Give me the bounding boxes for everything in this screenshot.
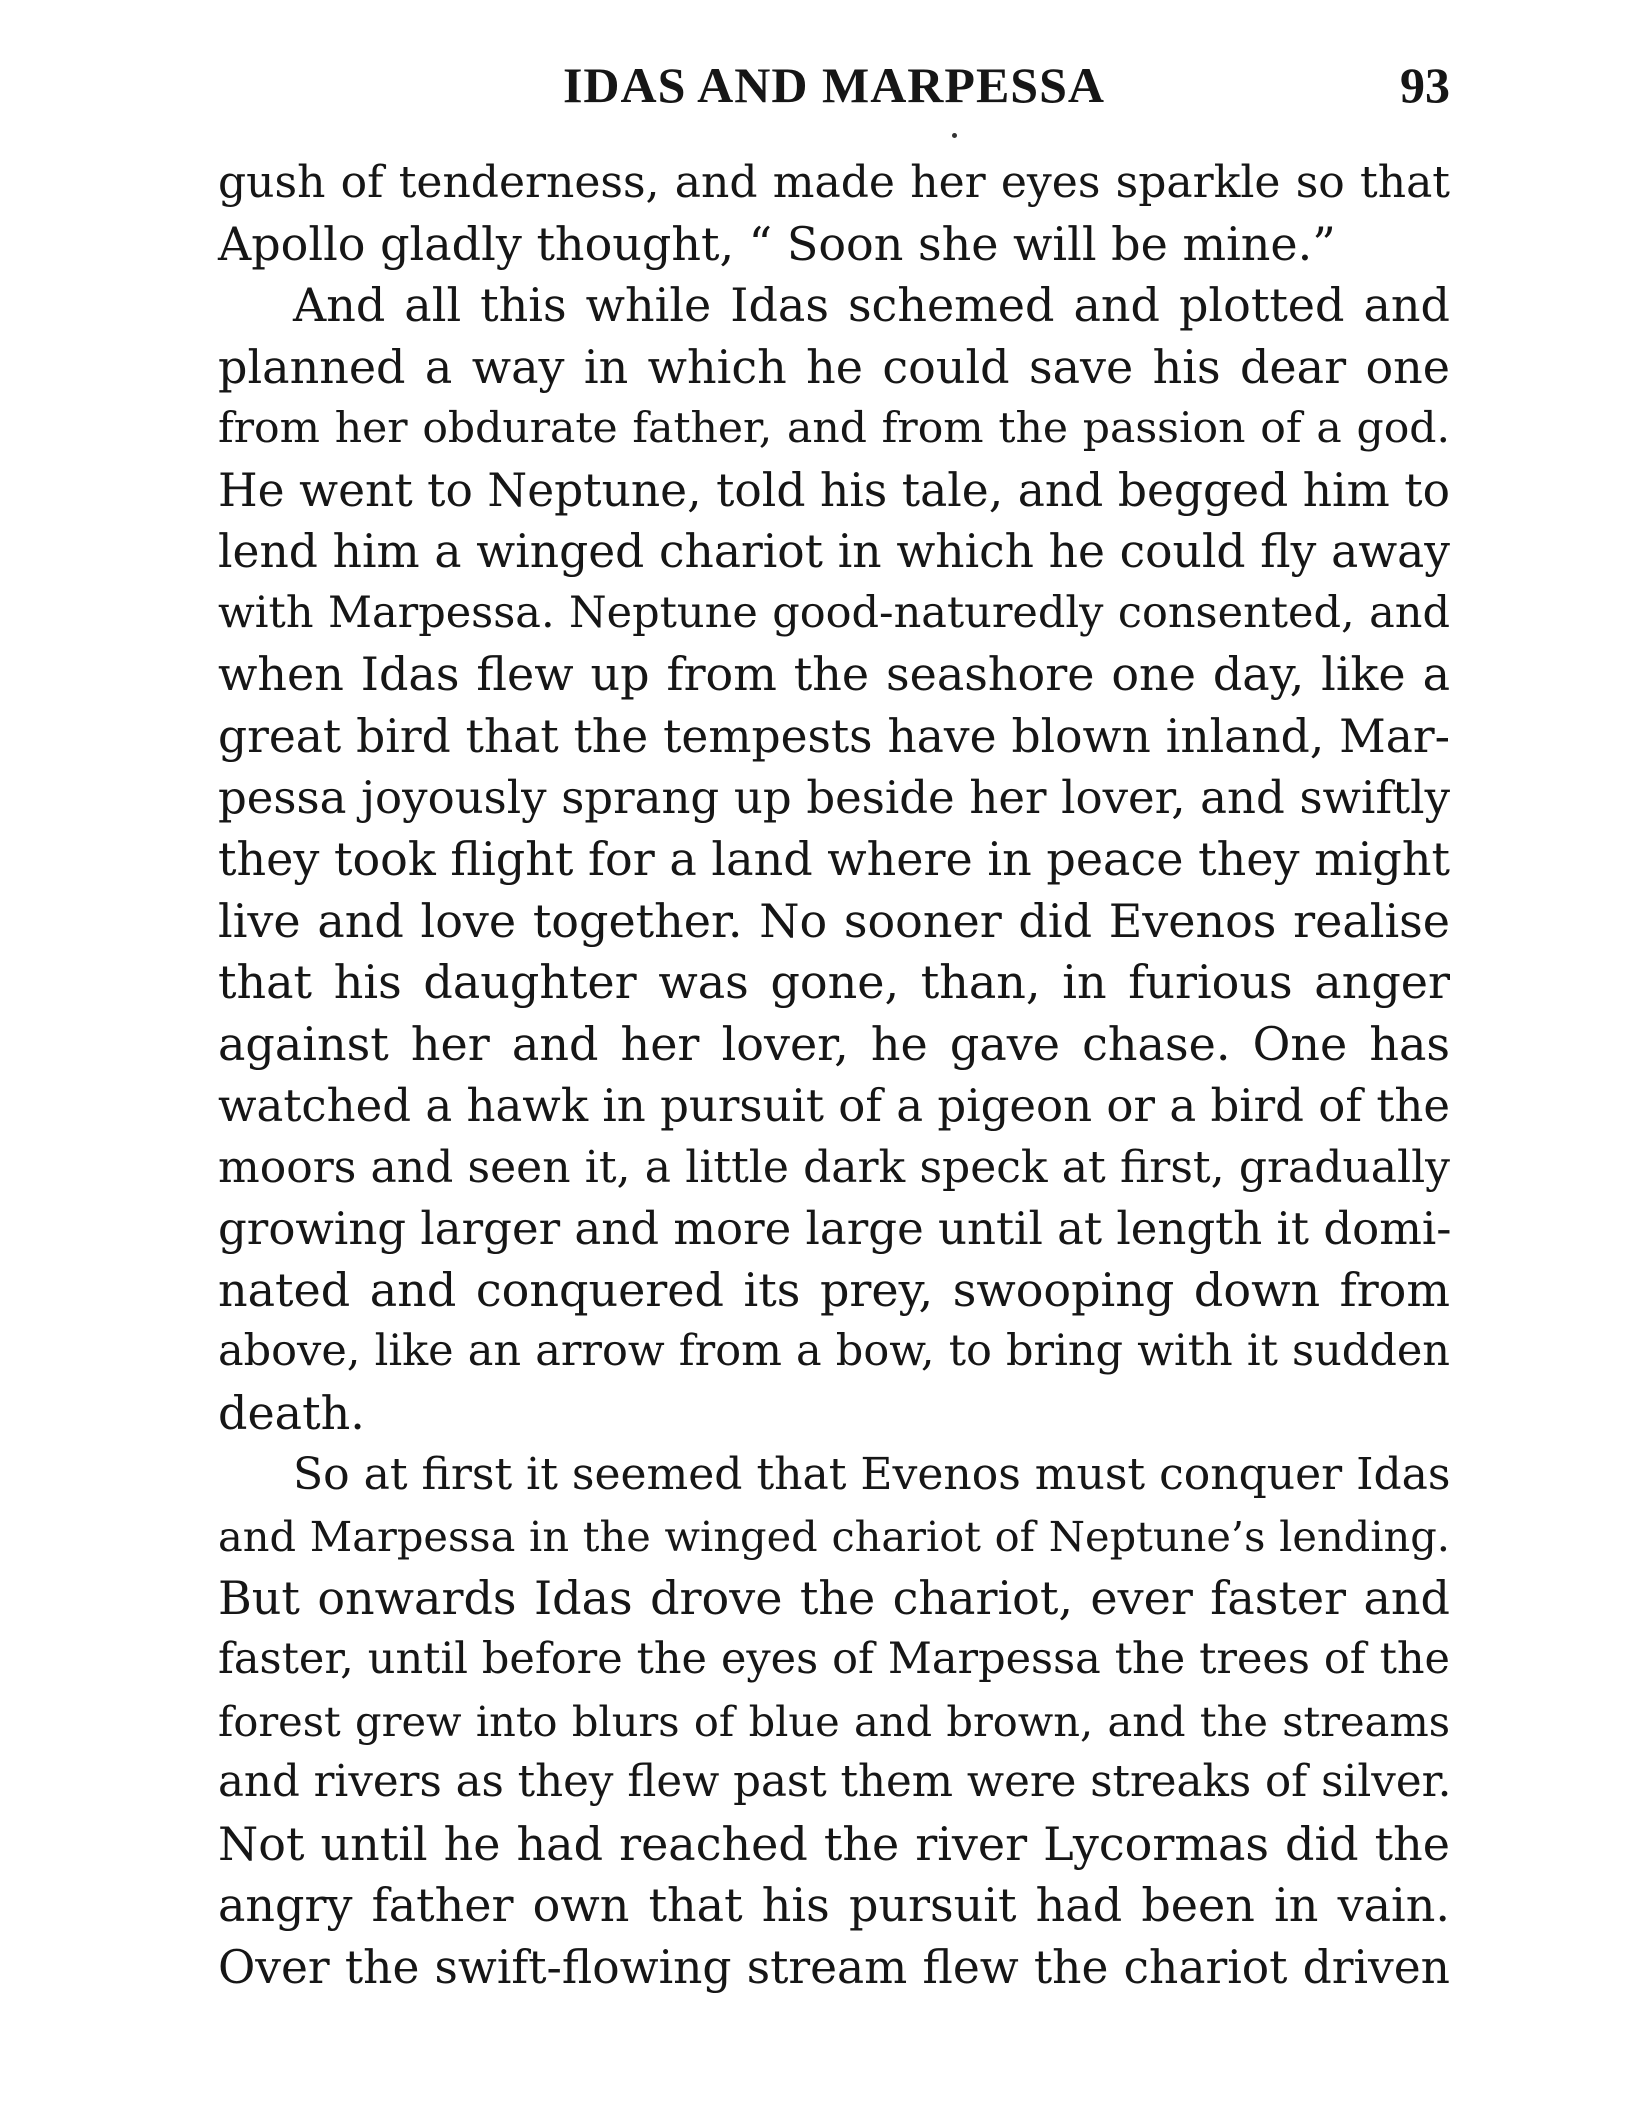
paragraph-first-line: And all this while Idas schemed and plotted and <box>293 278 1450 333</box>
page-number: 93 <box>1400 57 1450 113</box>
text-line: watched a hawk in pursuit of a pigeon or a bird of the <box>218 1079 1451 1133</box>
text-line: and Marpessa in the winged chariot of Neptune’s lending. <box>218 1512 1450 1562</box>
text-line: planned a way in which he could save his dear one <box>218 339 1450 394</box>
text-line: angry father own that his pursuit had been in vain. <box>218 1878 1450 1933</box>
running-head <box>218 55 1450 115</box>
text-line: Not until he had reached the river Lycormas did the <box>218 1816 1450 1871</box>
text-line: Over the swift-flowing stream flew the chariot driven <box>218 1940 1450 1994</box>
paragraph-last-line: Apollo gladly thought, “ Soon she will be mine.” <box>218 216 1336 271</box>
text-line: that his daughter was gone, than, in furious anger <box>218 955 1450 1010</box>
running-title: IDAS AND MARPESSA <box>562 57 1106 113</box>
text-line: above, like an arrow from a bow, to bring with it sudden <box>218 1326 1450 1377</box>
text-line: He went to Neptune, told his tale, and begged him to <box>218 463 1450 517</box>
text-line: live and love together. No sooner did Evenos realise <box>218 893 1450 948</box>
text-line: pessa joyously sprang up beside her lover, and swiftly <box>218 771 1450 825</box>
text-line: gush of tenderness, and made her eyes sparkle so that <box>218 157 1450 208</box>
text-line: when Idas flew up from the seashore one day, like a <box>218 647 1450 702</box>
paragraph-last-line: death. <box>218 1385 365 1440</box>
text-line: lend him a winged chariot in which he could fly away <box>218 525 1450 579</box>
text-line: forest grew into blurs of blue and brown, and the streams <box>218 1696 1450 1746</box>
text-line: But onwards Idas drove the chariot, ever faster and <box>218 1570 1450 1625</box>
paragraph-first-line: So at first it seemed that Evenos must conquer Idas <box>293 1449 1451 1501</box>
text-line: faster, until before the eyes of Marpessa the trees of the <box>218 1634 1450 1685</box>
text-line: and rivers as they flew past them were streaks of silver. <box>218 1757 1452 1808</box>
text-line: they took flight for a land where in peace they might <box>218 832 1450 887</box>
text-line: with Marpessa. Neptune good-naturedly consented, and <box>218 587 1450 638</box>
print-speck <box>952 133 957 138</box>
text-line: from her obdurate father, and from the passion of a god. <box>218 404 1450 454</box>
text-line: great bird that the tempests have blown inland, Mar- <box>218 709 1450 763</box>
text-line: nated and conquered its prey, swooping down from <box>218 1262 1450 1317</box>
text-line: against her and her lover, he gave chase. One has <box>218 1016 1450 1071</box>
text-line: moors and seen it, a little dark speck at first, gradually <box>218 1141 1450 1193</box>
text-line: growing larger and more large until at length it domi- <box>218 1202 1452 1256</box>
body-text <box>218 152 1450 1998</box>
